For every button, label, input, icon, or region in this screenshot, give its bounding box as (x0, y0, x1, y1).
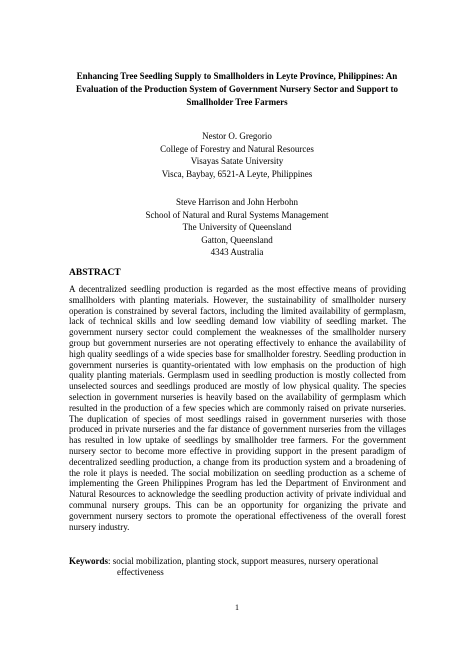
keywords-text-continued: effectiveness (117, 566, 164, 577)
paper-title (72, 70, 402, 109)
title-line: Enhancing Tree Seedling Supply to Smallholders in Leyte Province, Philippines: An (76, 71, 398, 81)
author-affiliation: 4343 Australia (210, 247, 264, 257)
author-affiliation: College of Forestry and Natural Resources (160, 143, 314, 154)
author-affiliation: Gatton, Queensland (201, 234, 273, 245)
keywords (69, 556, 406, 578)
author-block-1 (72, 130, 402, 180)
author-affiliation: School of Natural and Rural Systems Management (145, 209, 329, 220)
keywords-text: : social mobilization, planting stock, support measures, nursery operational (108, 556, 379, 566)
title-line: Evaluation of the Production System of Government Nursery Sector and Support to (76, 84, 398, 94)
abstract-text: A decentralized seedling production is regarded as the most effective means of providing smallholders with planting materials. However, the sustainability of smallholder nursery operation is constrained by several factors, including the limited availability of germplasm, lack of technical skills and low seedling demand low viability of seedling market. The government nursery sector could complement the weaknesses of the smallholder nursery group but government nurseries are not operating effectively to enhance the availability of high quality seedlings of a wide species base for smallholder forestry. Seedling production in government nurseries is quantity-orientated with low emphasis on the production of high quality planting materials. Germplasm used in seedling production is mostly collected from unselected sources and seedlings produced are mostly of low physical quality. The species selection in government nurseries is heavily based on the availability of germplasm which resulted in the production of a few species which are commonly raised on private nurseries. The duplication of species of most seedlings raised in government nurseries with those produced in private nurseries and the far distance of government nurseries from the villages has resulted in low uptake of seedlings by smallholder tree farmers. For the government nursery sector to become more effective in providing support in the present paradigm of decentralized seedling production, a change from its production system and a broadening of the role it plays is needed. The social mobilization on seedling production as a scheme of implementing the Green Philippines Program has led the Department of Environment and Natural Resources to acknowledge the seedling production activity of private individual and communal nursery groups. This can be an opportunity for organizing the private and government nursery sectors to promote the operational effectiveness of the overall forest nursery industry. (69, 284, 406, 532)
page-number: 1 (235, 603, 239, 612)
author-affiliation: Visca, Baybay, 6521-A Leyte, Philippines (161, 168, 313, 179)
author-name: Steve Harrison and John Herbohn (176, 197, 298, 207)
author-affiliation: Visayas Satate University (190, 156, 284, 166)
author-block-2 (72, 196, 402, 259)
author-affiliation: The University of Queensland (182, 222, 292, 232)
abstract-heading: ABSTRACT (69, 268, 121, 278)
keywords-label: Keywords (69, 556, 108, 566)
author-name: Nestor O. Gregorio (202, 131, 272, 141)
title-line: Smallholder Tree Farmers (186, 97, 288, 107)
